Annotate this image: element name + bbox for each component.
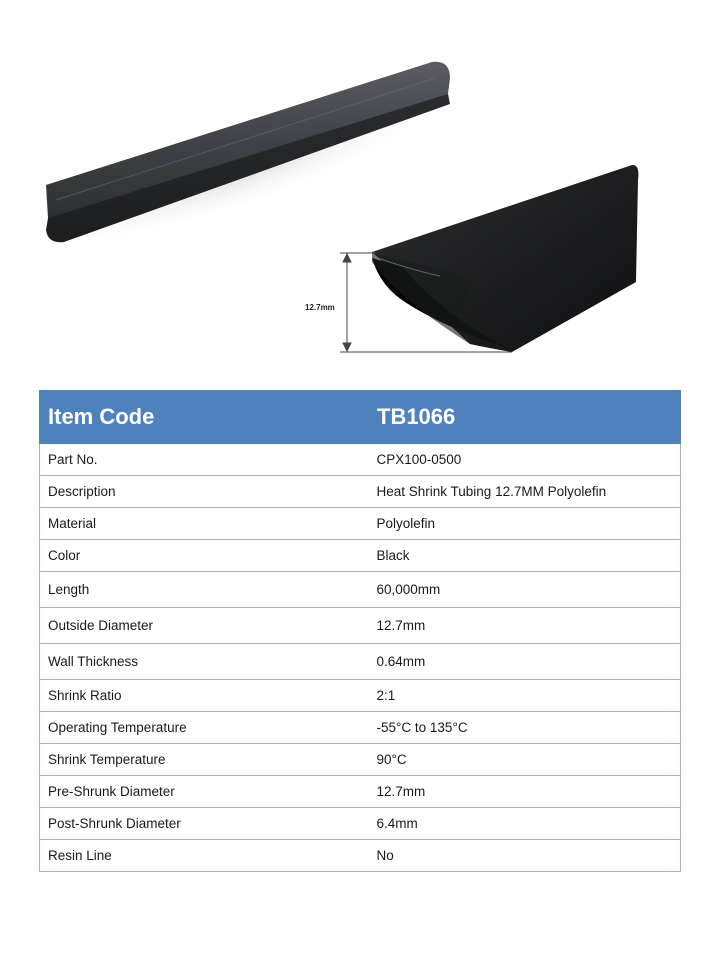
table-row <box>40 808 681 840</box>
row-value: Polyolefin <box>369 508 681 540</box>
dimension-label: 12.7mm <box>305 303 335 312</box>
row-value: 6.4mm <box>369 808 681 840</box>
row-label: Description <box>40 476 369 508</box>
item-code-value: TB1066 <box>369 391 681 444</box>
row-label: Shrink Ratio <box>40 680 369 712</box>
row-value: 0.64mm <box>369 644 681 680</box>
row-value: Heat Shrink Tubing 12.7MM Polyolefin <box>369 476 681 508</box>
table-row <box>40 508 681 540</box>
row-value: -55°C to 135°C <box>369 712 681 744</box>
row-label: Length <box>40 572 369 608</box>
spec-table <box>39 390 681 872</box>
row-label: Pre-Shrunk Diameter <box>40 776 369 808</box>
row-label: Shrink Temperature <box>40 744 369 776</box>
table-row <box>40 572 681 608</box>
row-label: Operating Temperature <box>40 712 369 744</box>
row-value: 60,000mm <box>369 572 681 608</box>
row-label: Outside Diameter <box>40 608 369 644</box>
item-code-label: Item Code <box>40 391 369 444</box>
table-row <box>40 744 681 776</box>
row-value: No <box>369 840 681 872</box>
row-label: Resin Line <box>40 840 369 872</box>
table-row <box>40 644 681 680</box>
row-label: Post-Shrunk Diameter <box>40 808 369 840</box>
row-value: Black <box>369 540 681 572</box>
row-value: CPX100-0500 <box>369 444 681 476</box>
row-label: Part No. <box>40 444 369 476</box>
table-row <box>40 712 681 744</box>
row-label: Color <box>40 540 369 572</box>
tubing-photo-cross-section <box>372 165 638 352</box>
table-row <box>40 776 681 808</box>
product-image <box>0 0 720 380</box>
row-value: 12.7mm <box>369 776 681 808</box>
row-label: Material <box>40 508 369 540</box>
table-row <box>40 840 681 872</box>
table-row <box>40 608 681 644</box>
row-label: Wall Thickness <box>40 644 369 680</box>
table-header-row <box>40 391 681 444</box>
table-row <box>40 476 681 508</box>
table-row <box>40 540 681 572</box>
row-value: 12.7mm <box>369 608 681 644</box>
table-row <box>40 680 681 712</box>
table-row <box>40 444 681 476</box>
row-value: 90°C <box>369 744 681 776</box>
row-value: 2:1 <box>369 680 681 712</box>
